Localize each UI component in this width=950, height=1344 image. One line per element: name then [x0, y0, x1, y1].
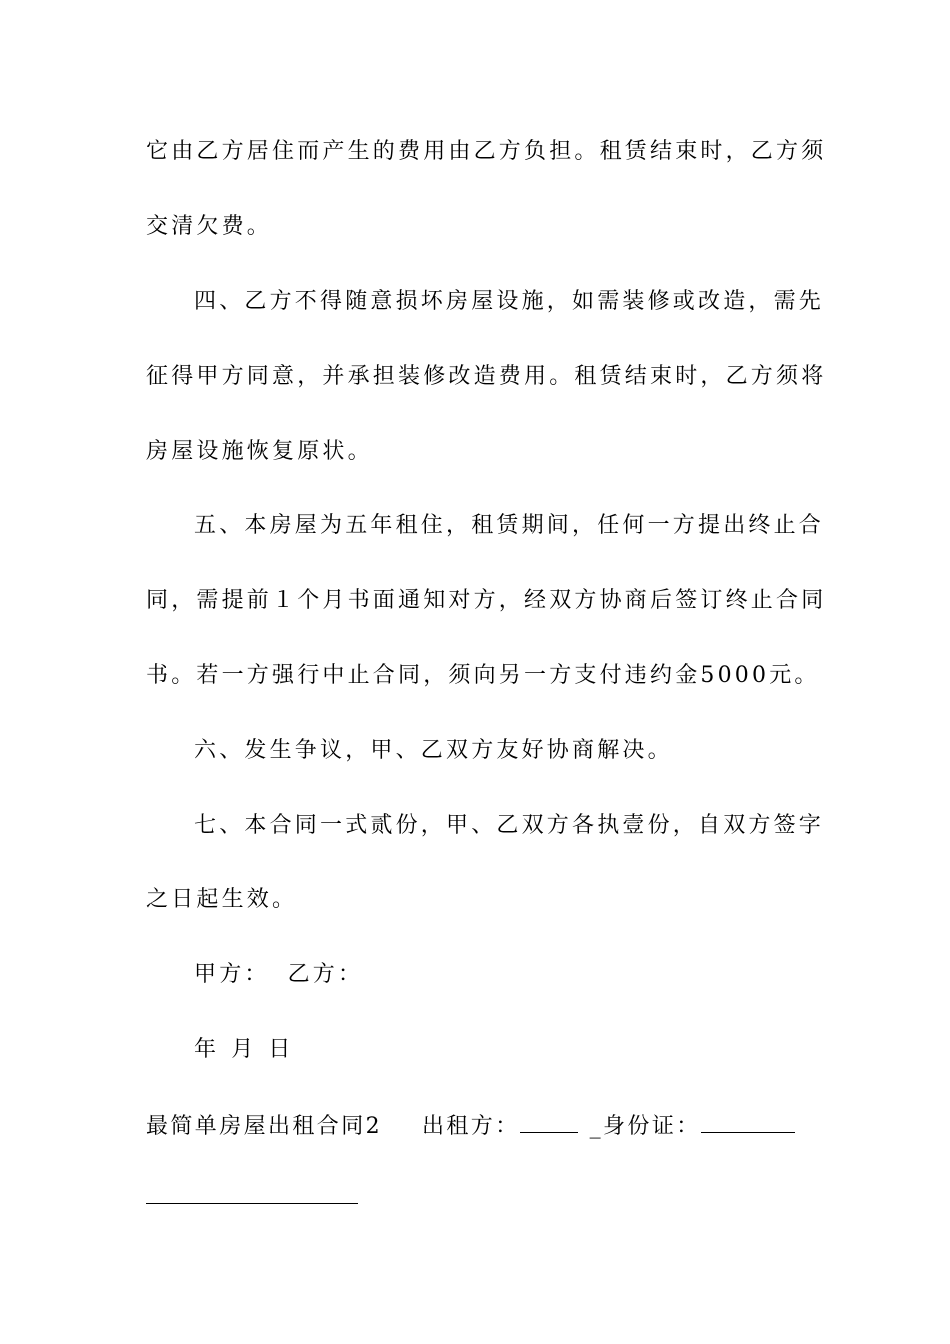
- party-b-label: 乙方：: [287, 962, 364, 987]
- paragraph-line: 书。若一方强行中止合同，须向另一方支付违约金5000元。: [146, 663, 820, 688]
- underscore-mark: _: [589, 1114, 604, 1139]
- id-blank: [701, 1110, 795, 1133]
- date-day: 日: [268, 1037, 294, 1062]
- date-month: 月: [231, 1037, 257, 1062]
- paragraph-line: 同，需提前１个月书面通知对方，经双方协商后签订终止合同: [146, 588, 827, 613]
- next-contract-title: 最简单房屋出租合同2: [146, 1114, 382, 1139]
- id-label: 身份证：: [603, 1114, 701, 1139]
- lessor-label: 出租方：: [422, 1114, 520, 1139]
- next-contract-header: [146, 1110, 795, 1142]
- paragraph-line: 交清欠费。: [146, 214, 273, 239]
- date-line: [194, 1035, 294, 1065]
- date-year: 年: [194, 1037, 220, 1062]
- party-a-label: 甲方：: [194, 962, 270, 987]
- clause-four-line: 四、乙方不得随意损坏房屋设施，如需装修或改造，需先: [194, 289, 825, 314]
- signature-line: [194, 960, 363, 990]
- paragraph-line: 之日起生效。: [146, 887, 298, 912]
- paragraph-line: 房屋设施恢复原状。: [146, 439, 373, 464]
- clause-six-line: 六、发生争议，甲、乙双方友好协商解决。: [194, 738, 673, 763]
- lessor-blank: [520, 1110, 578, 1133]
- paragraph-line: 它由乙方居住而产生的费用由乙方负担。租赁结束时，乙方须: [146, 139, 827, 164]
- paragraph-line: 征得甲方同意，并承担装修改造费用。租赁结束时，乙方须将: [146, 364, 827, 389]
- clause-seven-line: 七、本合同一式贰份，甲、乙双方各执壹份，自双方签字: [194, 813, 825, 838]
- continuation-rule: [146, 1203, 358, 1204]
- clause-five-line: 五、本房屋为五年租住，租赁期间，任何一方提出终止合: [194, 513, 825, 538]
